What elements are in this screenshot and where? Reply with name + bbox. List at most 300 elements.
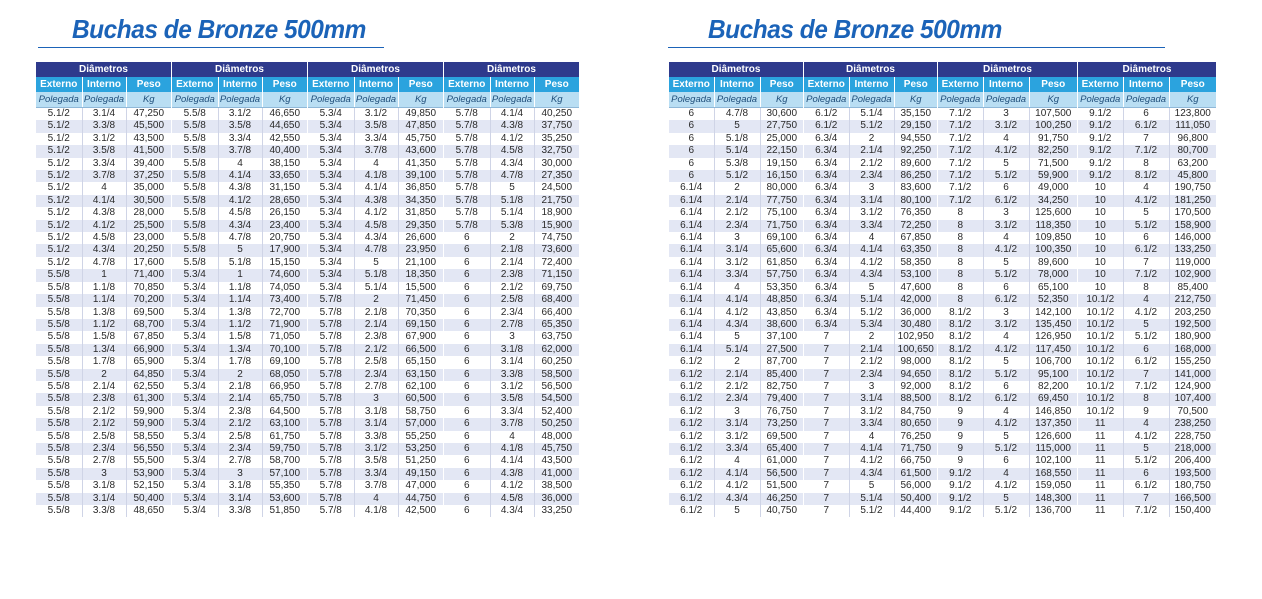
table-row [804,393,937,405]
table-row [172,244,307,256]
peso-cell: 203,250 [1169,307,1216,319]
peso-cell: 33,650 [262,170,307,182]
externo-cell: 9 [938,431,983,443]
externo-cell: 5.1/2 [36,108,82,121]
peso-cell: 142,100 [1029,307,1077,319]
interno-cell: 5 [983,356,1029,368]
externo-cell: 7 [804,331,849,343]
table-row [36,381,171,393]
interno-cell: 4.1/4 [849,244,894,256]
peso-cell: 51,250 [398,455,443,467]
interno-cell: 1.1/4 [218,294,262,306]
interno-cell: 2.1/2 [218,418,262,430]
interno-cell: 3.1/2 [849,406,894,418]
externo-cell: 6.1/4 [669,307,714,319]
interno-cell: 3.5/8 [218,120,262,132]
externo-cell: 6.3/4 [804,294,849,306]
externo-cell: 6.3/4 [804,319,849,331]
peso-cell: 40,400 [262,145,307,157]
peso-cell: 15,900 [534,220,579,232]
table-row [1078,493,1216,505]
externo-cell: 7 [804,356,849,368]
interno-cell: 2.5/8 [490,294,534,306]
diameter-table [669,62,803,517]
externo-cell: 5.3/4 [172,431,218,443]
peso-cell: 218,000 [1169,443,1216,455]
peso-cell: 18,900 [534,207,579,219]
externo-cell: 5.5/8 [36,269,82,281]
peso-cell: 168,550 [1029,468,1077,480]
interno-cell: 3.1/2 [983,220,1029,232]
peso-cell: 63,350 [894,244,937,256]
peso-cell: 80,650 [894,418,937,430]
table-row [938,319,1077,331]
interno-cell: 3 [714,232,760,244]
table-row [938,170,1077,182]
peso-cell: 74,050 [262,282,307,294]
peso-cell: 65,100 [1029,282,1077,294]
peso-cell: 36,850 [398,182,443,194]
peso-cell: 59,900 [1029,170,1077,182]
table-row [444,232,579,244]
table-row [308,480,443,492]
externo-cell: 5.7/8 [444,120,490,132]
peso-cell: 148,300 [1029,493,1077,505]
peso-cell: 80,100 [894,195,937,207]
table-row [669,294,803,306]
peso-cell: 238,250 [1169,418,1216,430]
table-row [36,244,171,256]
table-row [36,294,171,306]
interno-cell: 3.1/2 [849,207,894,219]
interno-cell: 8 [1123,393,1169,405]
unit-label: Kg [1029,92,1077,108]
peso-cell: 58,750 [398,406,443,418]
interno-cell: 4.3/8 [82,207,126,219]
peso-cell: 180,750 [1169,480,1216,492]
table-row [669,282,803,294]
interno-cell: 2.1/2 [354,344,398,356]
externo-cell: 6.1/2 [669,455,714,467]
interno-cell: 2.1/4 [82,381,126,393]
peso-cell: 193,500 [1169,468,1216,480]
table-row [938,344,1077,356]
peso-cell: 72,250 [894,220,937,232]
peso-cell: 69,100 [760,232,803,244]
externo-cell: 6.3/4 [804,133,849,145]
externo-cell: 6.3/4 [804,257,849,269]
externo-cell: 11 [1078,505,1123,517]
table-row [308,431,443,443]
interno-cell: 1.7/8 [218,356,262,368]
externo-cell: 5.3/4 [308,158,354,170]
peso-cell: 66,950 [262,381,307,393]
interno-cell: 5.1/4 [490,207,534,219]
externo-cell: 6.3/4 [804,195,849,207]
interno-cell: 3.1/4 [354,418,398,430]
interno-cell: 1.5/8 [218,331,262,343]
externo-cell: 8.1/2 [938,369,983,381]
table-row [938,406,1077,418]
table-row [669,331,803,343]
diameter-table [172,62,307,517]
interno-cell: 4.1/2 [490,133,534,145]
peso-cell: 190,750 [1169,182,1216,194]
peso-cell: 94,550 [894,133,937,145]
peso-cell: 44,650 [262,120,307,132]
externo-cell: 5.7/8 [308,331,354,343]
table-row [172,369,307,381]
interno-cell: 3.3/4 [82,158,126,170]
table-row [36,480,171,492]
peso-cell: 65,350 [534,319,579,331]
table-row [669,455,803,467]
table-row [669,244,803,256]
table-row [36,431,171,443]
table-row [669,257,803,269]
peso-cell: 67,850 [894,232,937,244]
table-row [444,406,579,418]
peso-cell: 32,750 [534,145,579,157]
interno-cell: 4.3/8 [354,195,398,207]
interno-cell: 5.1/2 [983,170,1029,182]
interno-cell: 2.7/8 [82,455,126,467]
table-row [804,158,937,170]
externo-cell: 5.7/8 [308,381,354,393]
externo-cell: 6 [444,282,490,294]
interno-cell: 3.7/8 [82,170,126,182]
interno-cell: 1.1/4 [82,294,126,306]
interno-cell: 8.1/2 [1123,170,1169,182]
table-row [669,480,803,492]
externo-cell: 6.1/2 [669,356,714,368]
externo-cell: 5.1/2 [36,195,82,207]
interno-cell: 3.1/2 [354,443,398,455]
externo-cell: 11 [1078,493,1123,505]
table-row [444,133,579,145]
tables-container [669,62,1216,517]
externo-cell: 10 [1078,220,1123,232]
peso-cell: 26,150 [262,207,307,219]
interno-cell: 3.1/4 [849,393,894,405]
externo-cell: 5.5/8 [172,145,218,157]
peso-cell: 65,400 [760,443,803,455]
peso-cell: 95,100 [1029,369,1077,381]
table-row [938,195,1077,207]
peso-cell: 100,650 [894,344,937,356]
peso-cell: 41,000 [534,468,579,480]
externo-cell: 6.3/4 [804,307,849,319]
unit-label: Polegada [983,92,1029,108]
table-row [938,369,1077,381]
table-row [444,319,579,331]
interno-cell: 2 [354,294,398,306]
peso-cell: 58,550 [126,431,171,443]
externo-cell: 5.5/8 [172,120,218,132]
interno-cell: 4.1/2 [354,207,398,219]
table-row [308,232,443,244]
table-row [308,195,443,207]
externo-cell: 8 [938,269,983,281]
externo-cell: 5.1/2 [36,133,82,145]
interno-cell: 5 [849,282,894,294]
interno-cell: 2.3/4 [849,170,894,182]
table-row [669,269,803,281]
externo-cell: 6 [444,418,490,430]
interno-cell: 2 [82,369,126,381]
interno-cell: 2 [218,369,262,381]
table-row [938,120,1077,132]
peso-cell: 53,900 [126,468,171,480]
table-row [172,319,307,331]
table-row [444,108,579,121]
interno-cell: 4 [1123,418,1169,430]
peso-cell: 22,150 [760,145,803,157]
interno-cell: 5.1/8 [714,133,760,145]
table-row [308,207,443,219]
externo-cell: 6 [444,455,490,467]
peso-cell: 102,100 [1029,455,1077,467]
externo-cell: 6.3/4 [804,269,849,281]
interno-cell: 3.7/8 [490,418,534,430]
interno-cell: 5.3/8 [490,220,534,232]
column-header: Peso [1169,77,1216,92]
peso-cell: 35,150 [894,108,937,121]
peso-cell: 69,500 [126,307,171,319]
externo-cell: 9.1/2 [1078,108,1123,121]
table-row [1078,158,1216,170]
diameter-table [444,62,579,517]
interno-cell: 4 [354,158,398,170]
diametros-header: Diâmetros [308,62,443,77]
table-row [669,356,803,368]
peso-cell: 109,850 [1029,232,1077,244]
column-header: Interno [714,77,760,92]
externo-cell: 5.5/8 [36,319,82,331]
interno-cell: 4.3/4 [218,220,262,232]
externo-cell: 9 [938,443,983,455]
externo-cell: 5.7/8 [308,493,354,505]
table-row [172,381,307,393]
column-header: Interno [82,77,126,92]
interno-cell: 2.3/4 [218,443,262,455]
peso-cell: 71,900 [262,319,307,331]
table-row [444,257,579,269]
table-row [938,108,1077,121]
table-row [308,493,443,505]
column-header: Interno [490,77,534,92]
table-row [804,356,937,368]
interno-cell: 2 [490,232,534,244]
table-row [36,182,171,194]
table-row [444,307,579,319]
externo-cell: 7.1/2 [938,133,983,145]
column-header: Interno [983,77,1029,92]
table-row [444,455,579,467]
table-row [308,356,443,368]
peso-cell: 30,480 [894,319,937,331]
peso-cell: 126,600 [1029,431,1077,443]
table-row [444,356,579,368]
peso-cell: 51,850 [262,505,307,517]
peso-cell: 37,250 [126,170,171,182]
externo-cell: 5.3/4 [308,244,354,256]
externo-cell: 5.1/2 [36,120,82,132]
table-row [444,244,579,256]
externo-cell: 6 [444,319,490,331]
externo-cell: 8.1/2 [938,393,983,405]
externo-cell: 6.3/4 [804,282,849,294]
peso-cell: 192,500 [1169,319,1216,331]
externo-cell: 7 [804,344,849,356]
peso-cell: 56,000 [894,480,937,492]
interno-cell: 2.1/4 [714,369,760,381]
column-header: Peso [1029,77,1077,92]
externo-cell: 7 [804,393,849,405]
externo-cell: 10.1/2 [1078,369,1123,381]
unit-label: Kg [262,92,307,108]
column-header: Interno [849,77,894,92]
interno-cell: 4.1/2 [714,480,760,492]
table-row [804,431,937,443]
interno-cell: 3 [714,406,760,418]
peso-cell: 137,350 [1029,418,1077,430]
interno-cell: 5.1/2 [983,269,1029,281]
table-row [308,369,443,381]
interno-cell: 5.1/4 [849,108,894,121]
table-row [804,207,937,219]
externo-cell: 5.5/8 [36,443,82,455]
externo-cell: 5.3/4 [172,393,218,405]
peso-cell: 89,600 [1029,257,1077,269]
externo-cell: 5.5/8 [36,418,82,430]
table-row [669,232,803,244]
peso-cell: 55,250 [398,431,443,443]
table-row [308,418,443,430]
externo-cell: 5.7/8 [308,406,354,418]
table-row [669,443,803,455]
interno-cell: 3.5/8 [354,120,398,132]
externo-cell: 6.1/2 [669,480,714,492]
externo-cell: 6 [669,108,714,121]
externo-cell: 5.3/4 [172,344,218,356]
table-row [172,406,307,418]
peso-cell: 20,250 [126,244,171,256]
peso-cell: 28,000 [126,207,171,219]
interno-cell: 6 [983,282,1029,294]
externo-cell: 7 [804,480,849,492]
externo-cell: 8 [938,282,983,294]
peso-cell: 66,900 [126,344,171,356]
interno-cell: 3.1/2 [983,120,1029,132]
interno-cell: 3.3/4 [490,406,534,418]
peso-cell: 27,350 [534,170,579,182]
externo-cell: 5.7/8 [308,307,354,319]
interno-cell: 6.1/2 [983,195,1029,207]
externo-cell: 5.5/8 [36,381,82,393]
interno-cell: 4.3/8 [218,182,262,194]
interno-cell: 3.1/4 [82,108,126,121]
table-row [669,344,803,356]
peso-cell: 180,900 [1169,331,1216,343]
interno-cell: 2.1/2 [490,282,534,294]
interno-cell: 4.1/2 [218,195,262,207]
table-row [938,232,1077,244]
interno-cell: 1.1/8 [218,282,262,294]
externo-cell: 6.1/4 [669,282,714,294]
interno-cell: 4.7/8 [82,257,126,269]
unit-label: Polegada [172,92,218,108]
peso-cell: 78,000 [1029,269,1077,281]
externo-cell: 6 [444,356,490,368]
table-row [308,331,443,343]
externo-cell: 5.3/4 [172,307,218,319]
interno-cell: 5.1/4 [849,294,894,306]
diametros-header: Diâmetros [444,62,579,77]
column-header: Externo [308,77,354,92]
table-row [172,356,307,368]
externo-cell: 9 [938,406,983,418]
externo-cell: 5.7/8 [444,182,490,194]
interno-cell: 5.1/2 [983,369,1029,381]
externo-cell: 10.1/2 [1078,331,1123,343]
interno-cell: 3 [849,381,894,393]
externo-cell: 8 [938,244,983,256]
externo-cell: 6 [669,158,714,170]
table-row [36,108,171,121]
peso-cell: 65,750 [262,393,307,405]
externo-cell: 8 [938,232,983,244]
externo-cell: 5.5/8 [172,108,218,121]
peso-cell: 228,750 [1169,431,1216,443]
externo-cell: 7.1/2 [938,108,983,121]
peso-cell: 73,400 [262,294,307,306]
interno-cell: 3.3/8 [82,505,126,517]
unit-label: Kg [398,92,443,108]
externo-cell: 5.3/4 [172,331,218,343]
table-row [938,493,1077,505]
table-row [938,431,1077,443]
externo-cell: 7 [804,381,849,393]
table-row [36,406,171,418]
table-row [308,443,443,455]
peso-cell: 59,900 [126,418,171,430]
table-row [172,307,307,319]
peso-cell: 17,900 [262,244,307,256]
table-row [938,418,1077,430]
externo-cell: 6.1/2 [804,108,849,121]
table-row [444,182,579,194]
externo-cell: 6 [444,493,490,505]
interno-cell: 7 [1123,493,1169,505]
interno-cell: 2.1/8 [354,307,398,319]
externo-cell: 5.1/2 [36,232,82,244]
externo-cell: 5.3/4 [172,381,218,393]
peso-cell: 50,400 [126,493,171,505]
peso-cell: 34,350 [398,195,443,207]
peso-cell: 38,600 [760,319,803,331]
interno-cell: 2.5/8 [218,431,262,443]
interno-cell: 6.1/2 [1123,356,1169,368]
peso-cell: 74,750 [534,232,579,244]
peso-cell: 86,250 [894,170,937,182]
peso-cell: 69,150 [398,319,443,331]
interno-cell: 2.1/4 [849,145,894,157]
table-row [1078,406,1216,418]
externo-cell: 7 [804,369,849,381]
externo-cell: 5.1/2 [36,207,82,219]
externo-cell: 5.7/8 [444,170,490,182]
